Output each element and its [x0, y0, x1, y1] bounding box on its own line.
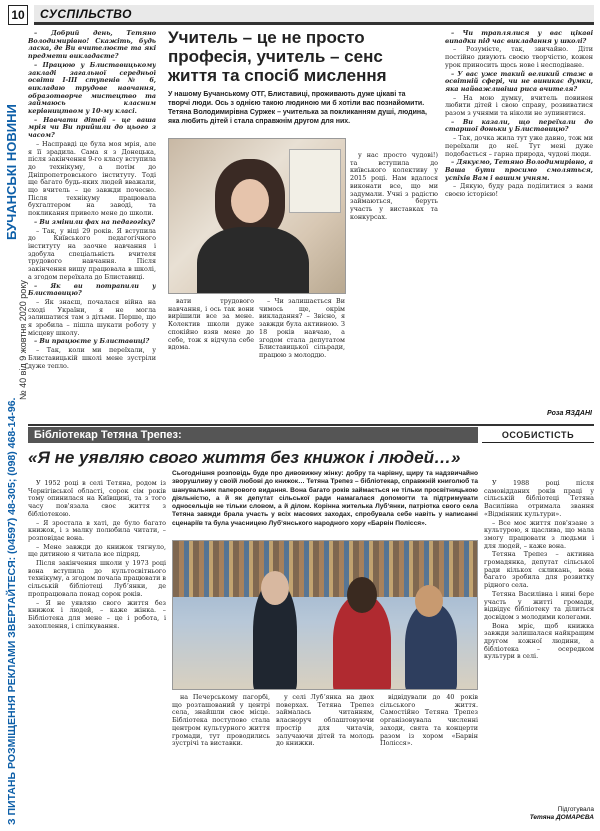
masthead-strip [2, 30, 28, 827]
article2-category: ОСОБИСТІСТЬ [482, 427, 594, 443]
paragraph: У 1988 році після самовідданих років праці у сільській бібліотеці Тетяна Василівна отримала звання «Відмінник культури». [484, 480, 594, 518]
article1-lead: У нашому Бучанському ОТГ, Блиставиці, проживають дуже цікаві та творчі люди. Ось з однією такою людиною ми б хотіли вас познайомити. Тетяна Володимирівна Суржек – учителька за покликанням душі, людина, яка любить дітей і стала справжнім другом для них. [168, 91, 427, 125]
photo-face [231, 179, 269, 223]
paragraph: – Дякуємо, Тетяно Володимирівно, а Ваша бути просимо смоляться, успіхів Вам і вашим учням. [445, 158, 593, 182]
article2-signature [484, 806, 594, 822]
paragraph: – Я не уявляю свого життя без книжок і людей, – каже жінка. – Бібліотека для мене – це і робота, і захоплення, і спілкування. [28, 598, 166, 630]
paragraph: у нас просто чудові!) та вступила до київського колективу у 2015 році. Нам вдалося виконати все, що ми задумали. Учні з радістю займаються, беруть участь у виставках та конкурсах. [350, 152, 438, 221]
paragraph: вати трудового навчання, і ось так вони вирішили все за мене. Колектив школи дуже спокійно взяв мене до себе, тож я відчула себе вдома. [168, 298, 254, 352]
photo-person-3-head [415, 585, 443, 617]
paragraph: Після закінчення школи у 1973 році вона вступила до культосвітнього технікуму, а згодом почала працювати в сільській бібліотеці Лубʼянки, де пропрацювала понад сорок років. [28, 559, 166, 598]
section-divider [28, 424, 594, 426]
paragraph: – На мою думку, вчитель повинен любити дітей і свою справу, розвиватися разом з учнями та ніколи не зупинятися. [445, 93, 593, 118]
paragraph: – Чи залишається Ви чимось ще, окрім викладання? – Звісно, я завжди була активною. З 18 років навчаю, а згодом стала депутатом Блиставицької сільради, працюю з молоддю. [259, 298, 345, 359]
photo-body [197, 227, 309, 294]
paragraph: – Як знаєш, почалася війна на сході України, я не могла залишатися там з дітьми. Перше, що я зробила – пішла шукати роботу у місцеву школу. [28, 297, 156, 337]
article2-column-1 [28, 480, 166, 810]
advertising-contact: З ПИТАНЬ РОЗМІЩЕННЯ РЕКЛАМИ ЗВЕРТАЙТЕСЯ: (04597) 48-305; (098) 468-14-96. [6, 397, 18, 825]
paragraph: – Ви змінили фах на педагогіку? [34, 217, 156, 226]
paragraph: – Навчати дітей – це ваша мрія чи Ви прийшли до цього з часом? [28, 115, 156, 140]
paragraph: – Так, дочка жила тут уже давно, тож ми переїхали до неї. Тут мені дуже подобається – гарна природа, чудові люди. [445, 134, 593, 158]
paragraph: Тетяна Василівна і нині бере участь у житті громади, відвідує бібліотеку та ділиться досвідом з молодими колегами. [484, 589, 594, 621]
article2-column-2 [172, 694, 270, 810]
article1-column-1 [28, 30, 156, 420]
paragraph: У 1952 році в селі Тетяна, родом із Чернігівської області, сорок сім років тому опинилася на Київщині, та з того часу пов'язала своє життя з бібліотекою. [28, 480, 166, 518]
article1-column-5 [445, 30, 593, 410]
article2-column-4 [380, 694, 478, 810]
article1-column-2 [168, 298, 254, 420]
teacher-photo [168, 138, 346, 294]
paragraph: – Мене завжди до книжок тягнуло, ще дитиною я читала все підряд. [28, 542, 166, 559]
paragraph: – Добрий день, Тетяно Володимирівно! Скажіть, будь ласка, де Ви вчителюєте та які предмети викладаєте? [28, 30, 156, 61]
article1-column-4 [350, 152, 438, 420]
paragraph: – Як ви потрапили у Блиставицю? [28, 281, 156, 298]
section-rubric: СУСПІЛЬСТВО [34, 5, 594, 25]
page-header [8, 4, 594, 26]
article2-lead: Сьогоднішня розповідь буде про дивовижну жінку: добру та чарівну, щиру та надзвичайно зворушливу у своїй любові до книжок… Тетяна Трепез – бібліотекар, справжній книголюб та шанувальник паперового видання. Вона багато років займається не тільки просвітницькою діяльністю, а й як депутат сільської ради намагалася допомогти та підтримувати односельців не тільки словом, а й ділом. Корінна жителька Лубʼянки, патріотка свого села Тетяна завжди брала участь у всіх масових заходах, спробувала себе навіть у написанні сценаріїв та була учасницею Лубʼянського народного хору «Барвін Полісся». [172, 470, 478, 527]
paragraph: – Так, коли ми переїхали, у Блиставицькій школі мене зустріли дуже тепло. [28, 346, 156, 370]
paragraph: – Дякую, буду рада поділитися з вами своєю історією! [445, 182, 593, 199]
librarian-photo [172, 540, 478, 690]
paragraph: – Все моє життя пов'язане з культурою, я щаслива, що мала змогу працювати з людьми і для людей, – каже вона. [484, 518, 594, 550]
article2-banner: Бібліотекар Тетяна Трепез: [28, 427, 478, 443]
photo-person-1-head [261, 571, 289, 605]
paragraph: Вона мріє, щоб книжка завжди залишалася найкращим другом кожної людини, а бібліотека – осередком культури в селі. [484, 621, 594, 661]
article1-column-3 [259, 298, 345, 420]
paragraph: відвідували до 40 років сільського життя. Самостійно Тетяна Трепез організовувала численні заходи, свята та концерти разом із хором «Барвін Полісся». [380, 694, 478, 748]
newspaper-name: БУЧАНСЬКІ НОВИНИ [4, 104, 19, 240]
signature-name: Тетяна ДОМАРЄВА [529, 814, 594, 821]
paragraph: на Печерському пагорбі, що розташований у центрі села, знайшли своє місце. Бібліотека поступово стала центром культурного життя громади, тут проводились зустрічі та виставки. [172, 694, 270, 748]
paragraph: – Я зростала в хаті, де було багато книжок, і з малку полюбила читати, – розповідає вона. [28, 518, 166, 542]
paragraph: – У вас уже такий великий стаж в освітній сфері, чи не виникає думки, яка найважливіша риса вчителя? [445, 69, 593, 93]
article2-title: «Я не уявляю свого життя без книжок і людей…» [28, 448, 461, 467]
paragraph: – Розумієте, так, звичайно. Діти постійно дивують своєю творчістю, кожен урок приносить щось нове і несподіване. [445, 45, 593, 69]
paragraph: – Працюю у Блиставицькому закладі загальної середньої освіти І-ІІІ ступенів № 6, викладаю трудове навчання, образотворче мистецтво та займаюсь класним керівництвом у 10-му класі. [28, 60, 156, 116]
issue-info: № 40 від 9 жовтня 2020 року [18, 280, 28, 400]
article2-column-5 [484, 480, 594, 806]
photo-person-2-head [347, 577, 377, 613]
paragraph: – Ви працюєте у Блиставиці? [34, 337, 150, 346]
photo-board [289, 149, 341, 213]
paragraph: – Ви казали, що переїхали до старшої доньки у Блиставицю? [445, 117, 593, 134]
paragraph: – Так, у віці 29 років. Я вступила до Київського педагогічного інституту на заочне навчання і здобула спеціальність вчителя трудового навчання. Після закінчення вишу працювала в школі, а згодом переїхала до Блиставиці. [28, 226, 156, 281]
page-number: 10 [8, 5, 28, 25]
article1-signature: Роза ЯЗДАНІ [547, 410, 592, 417]
paragraph: – Чи траплялися у вас цікаві випадки під час викладання у школі? [445, 30, 593, 45]
paragraph: – Насправді це була моя мрія, але я її зрадила. Сама я з Донецька, після закінчення 9-го класу вступила до технікуму, а потім до Дніпропетровського інституту. Тоді ще багато будь-яких людей вважали, що вчитель – це завжди почесно. Після технікуму працювала бухгалтером на заводі, та покликання привело мене до школи. [28, 139, 156, 218]
article2-column-3 [276, 694, 374, 810]
paragraph: у селі Лубʼянка на двох поверхах. Тетяна Трепез займалась читанням, власноруч облаштовуючи простір для читачів, залучаючи дітей та молодь до книжки. [276, 694, 374, 748]
paragraph: Тетяна Трепез – активна громадянка, депутат сільської ради кількох скликань, вона багато зробила для розвитку рідного села. [484, 550, 594, 590]
signature-label: Підготувала [557, 806, 594, 813]
article1-title: Учитель – це не просто професія, учитель – сенс життя та спосіб мислення [168, 28, 387, 85]
